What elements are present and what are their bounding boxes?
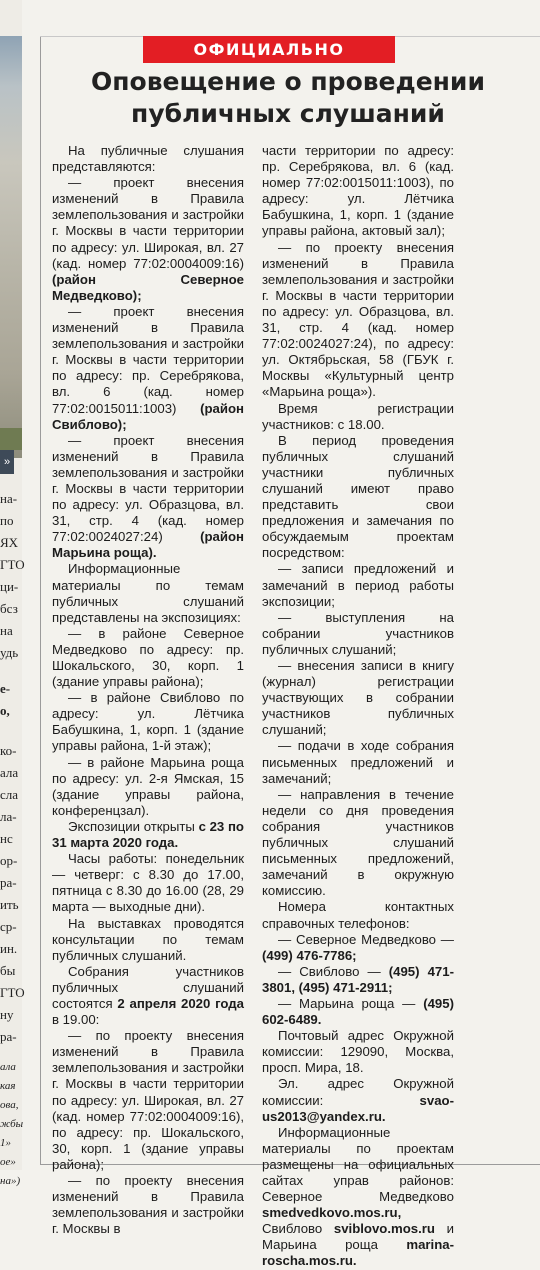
neighbor-text-fragment: ор- [0, 853, 18, 868]
neighbor-article-strip [0, 0, 25, 1187]
neighbor-text-fragment: ГТО [0, 985, 25, 1000]
neighbor-text-fragment: ра- [0, 875, 17, 890]
neighbor-text-fragment: ое» [0, 1156, 16, 1168]
double-chevron-icon: » [0, 450, 14, 474]
neighbor-text-fragment: на») [0, 1175, 21, 1187]
headline-line-2: публичных слушаний [131, 99, 445, 128]
paragraph: Информационные материалы по проектам размещены на официальных сайтах управ районов: Северное Медведково smedvedkovo.mos.ru, Свиблово sviblovo.mos.ru и Марьина роща marina-roscha.mos.ru. [262, 1124, 454, 1269]
neighbor-text-fragment: о, [0, 703, 10, 718]
paragraph: — Свиблово — (495) 471-3801, (495) 471-2911; [262, 963, 454, 995]
neighbor-text-fragment: ова, [0, 1099, 19, 1111]
neighbor-text-fragment: по [0, 513, 14, 528]
neighbor-text-fragment: ра- [0, 1029, 17, 1044]
article-headline [48, 66, 528, 130]
neighbor-text-fragment: ко- [0, 743, 17, 758]
paragraph: — проект внесения изменений в Правила землепользования и застройки г. Москвы в части территории по адресу: ул. Широкая, вл. 27 (кад. номер 77:02:0004009:16) (район Северное Медведково); [52, 175, 244, 303]
neighbor-text-fragment: 1» [0, 1137, 11, 1149]
paragraph: Время регистрации участников: с 18.00. [262, 400, 454, 432]
paragraph: — записи предложений и замечаний в период работы экспозиции; [262, 561, 454, 609]
paragraph: — в районе Северное Медведково по адресу: пр. Шокальского, 30, корп. 1 (здание управы района); [52, 625, 244, 690]
paragraph: На публичные слушания представляются: [52, 143, 244, 175]
neighbor-text-fragment: бы [0, 963, 16, 978]
neighbor-text-fragment: ить [0, 897, 19, 912]
neighbor-text-fragment: бсз [0, 601, 18, 616]
article-column-2 [262, 143, 454, 1270]
paragraph: — Марьина роща — (495) 602-6489. [262, 995, 454, 1028]
neighbor-photo-grass [0, 428, 22, 450]
neighbor-text-fragment: жбы [0, 1118, 24, 1130]
paragraph: — внесения записи в книгу (журнал) регистрации участвующих в собрании участников публичных слушаний; [262, 658, 454, 738]
paragraph: Информационные материалы по темам публичных слушаний представлены на экспозициях: [52, 561, 244, 625]
neighbor-text-fragment: ци- [0, 579, 19, 594]
paragraph: В период проведения публичных слушаний участники публичных слушаний имеют право представить свои предложения и замечания по обсуждаемым проектам посредством: [262, 432, 454, 561]
paragraph: — подачи в ходе собрания письменных предложений и замечаний; [262, 738, 454, 786]
paragraph: — выступления на собрании участников публичных слушаний; [262, 609, 454, 657]
paragraph: — по проекту внесения изменений в Правила землепользования и застройки г. Москвы в части территории по адресу: ул. Образцова, вл. 31, стр. 4 (кад. номер 77:02:0024027:24), по адресу: ул. Октябрьская, 58 (ГБУК г. Москвы «Культурный центр «Марьина роща»). [262, 239, 454, 400]
paragraph: Эл. адрес Окружной комиссии: svao-us2013@yandex.ru. [262, 1076, 454, 1124]
neighbor-text-fragment: ала [0, 1061, 16, 1073]
neighbor-text-fragment: ала [0, 765, 19, 780]
neighbor-text-fragment: ин. [0, 941, 18, 956]
neighbor-text-fragment: ну [0, 1007, 14, 1022]
neighbor-text-fragment: ла- [0, 809, 17, 824]
rubric-label: ОФИЦИАЛЬНО [143, 36, 395, 63]
article-column-1 [52, 143, 244, 1237]
neighbor-text-fragment: ср- [0, 919, 17, 934]
paragraph: — направления в течение недели со дня проведения собрания участников публичных слушаний письменных предложений, замечаний в окружную комиссию. [262, 786, 454, 899]
headline-line-1: Оповещение о проведении [91, 67, 485, 96]
paragraph: Собрания участников публичных слушаний состоятся 2 апреля 2020 года в 19.00: [52, 963, 244, 1028]
paragraph: — проект внесения изменений в Правила землепользования и застройки г. Москвы в части территории по адресу: ул. Образцова, вл. 31, стр. 4 (кад. номер 77:02:0024027:24) (район Марьина роща). [52, 432, 244, 561]
neighbor-text-fragment: на- [0, 491, 18, 506]
paragraph: части территории по адресу: пр. Серебрякова, вл. 6 (кад. номер 77:02:0015011:1003), по адресу: ул. Лётчика Бабушкина, 1, корп. 1 (здание управы района, актовый зал); [262, 143, 454, 239]
paragraph: Почтовый адрес Окружной комиссии: 129090, Москва, просп. Мира, 18. [262, 1028, 454, 1076]
paragraph: — проект внесения изменений в Правила землепользования и застройки г. Москвы в части территории по адресу: пр. Серебрякова, вл. 6 (кад. номер 77:02:0015011:1003) (район Свиблово); [52, 303, 244, 432]
neighbor-text-fragment: сла [0, 787, 19, 802]
paragraph: — в районе Свиблово по адресу: ул. Лётчика Бабушкина, 1, корп. 1 (здание управы района, 1-й этаж); [52, 690, 244, 754]
neighbor-text-fragment: ЯХ [0, 535, 19, 550]
paragraph: — в районе Марьина роща по адресу: ул. 2-я Ямская, 15 (здание управы района, конференцзал). [52, 754, 244, 818]
paragraph: Часы работы: понедельник — четверг: с 8.30 до 17.00, пятница с 8.30 до 16.00 (28, 29 марта — выходные дни). [52, 851, 244, 915]
neighbor-text-fragment: на [0, 623, 13, 638]
neighbor-text-fragment: е- [0, 681, 11, 696]
neighbor-text-fragment: ГТО [0, 557, 25, 572]
paragraph: На выставках проводятся консультации по темам публичных слушаний. [52, 915, 244, 963]
paragraph: — Северное Медведково — (499) 476-7786; [262, 931, 454, 963]
paragraph: — по проекту внесения изменений в Правила землепользования и застройки г. Москвы в [52, 1173, 244, 1237]
neighbor-text-fragment: нс [0, 831, 13, 846]
neighbor-text-fragment: кая [0, 1080, 16, 1092]
paragraph: Номера контактных справочных телефонов: [262, 899, 454, 931]
paragraph: Экспозиции открыты с 23 по 31 марта 2020 года. [52, 818, 244, 851]
neighbor-photo [0, 36, 22, 458]
neighbor-text-fragment: удь [0, 645, 19, 660]
paragraph: — по проекту внесения изменений в Правила землепользования и застройки г. Москвы в части территории по адресу: ул. Широкая, вл. 27 (кад. номер 77:02:0004009:16), по адресу: пр. Шокальского, 30, корп. 1 (здание управы района); [52, 1028, 244, 1172]
column-divider [40, 36, 41, 1164]
